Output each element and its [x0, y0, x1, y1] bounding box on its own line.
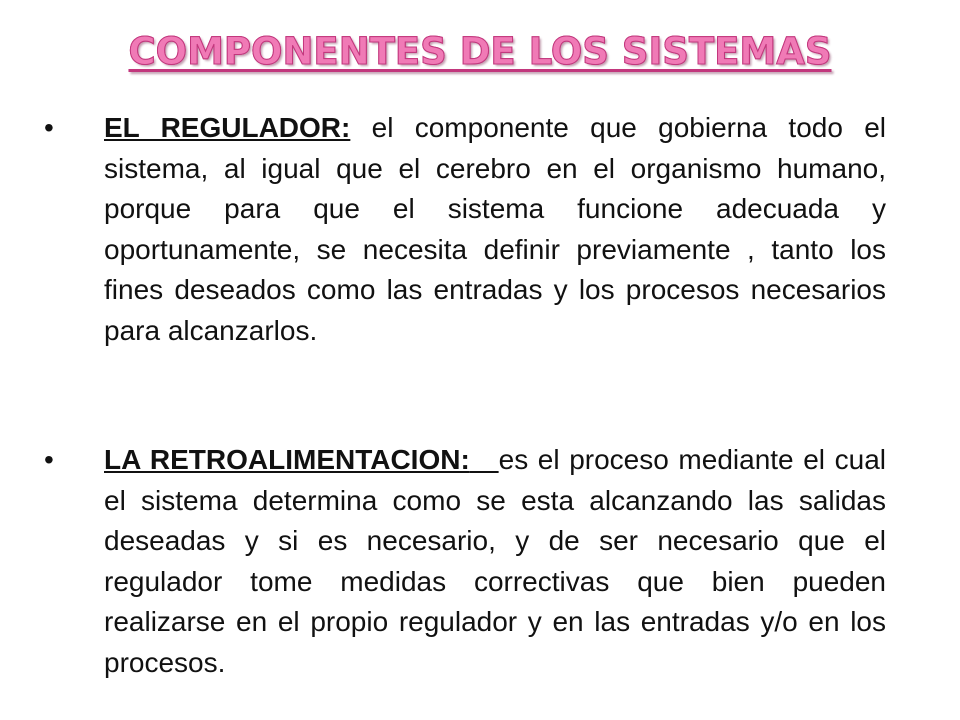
- bullet-body: el componente que gobierna todo el sistema, al igual que el cerebro en el organismo humano, porque para que el sistema funcione adecuada y oportunamente, se necesita definir previamente , tanto los fines deseados como las entradas y los procesos necesarios para alcanzarlos.: [104, 112, 886, 346]
- bullet-dot: •: [44, 112, 54, 143]
- bullet-paragraph: [104, 440, 886, 683]
- bullet-paragraph: [104, 108, 886, 351]
- bullet-term: LA RETROALIMENTACION:: [104, 444, 470, 475]
- bullet-term: EL REGULADOR:: [104, 112, 351, 143]
- bullet-dot: •: [44, 444, 54, 475]
- term-underline-spacer: [470, 444, 499, 475]
- slide-title: COMPONENTES DE LOS SISTEMAS: [128, 30, 832, 73]
- bullet-body: es el proceso mediante el cual el sistema determina como se esta alcanzando las salidas deseadas y si es necesario, y de ser necesario que el regulador tome medidas correctivas que bien pueden realizarse en el propio regulador y en las entradas y/o en los procesos.: [104, 444, 886, 678]
